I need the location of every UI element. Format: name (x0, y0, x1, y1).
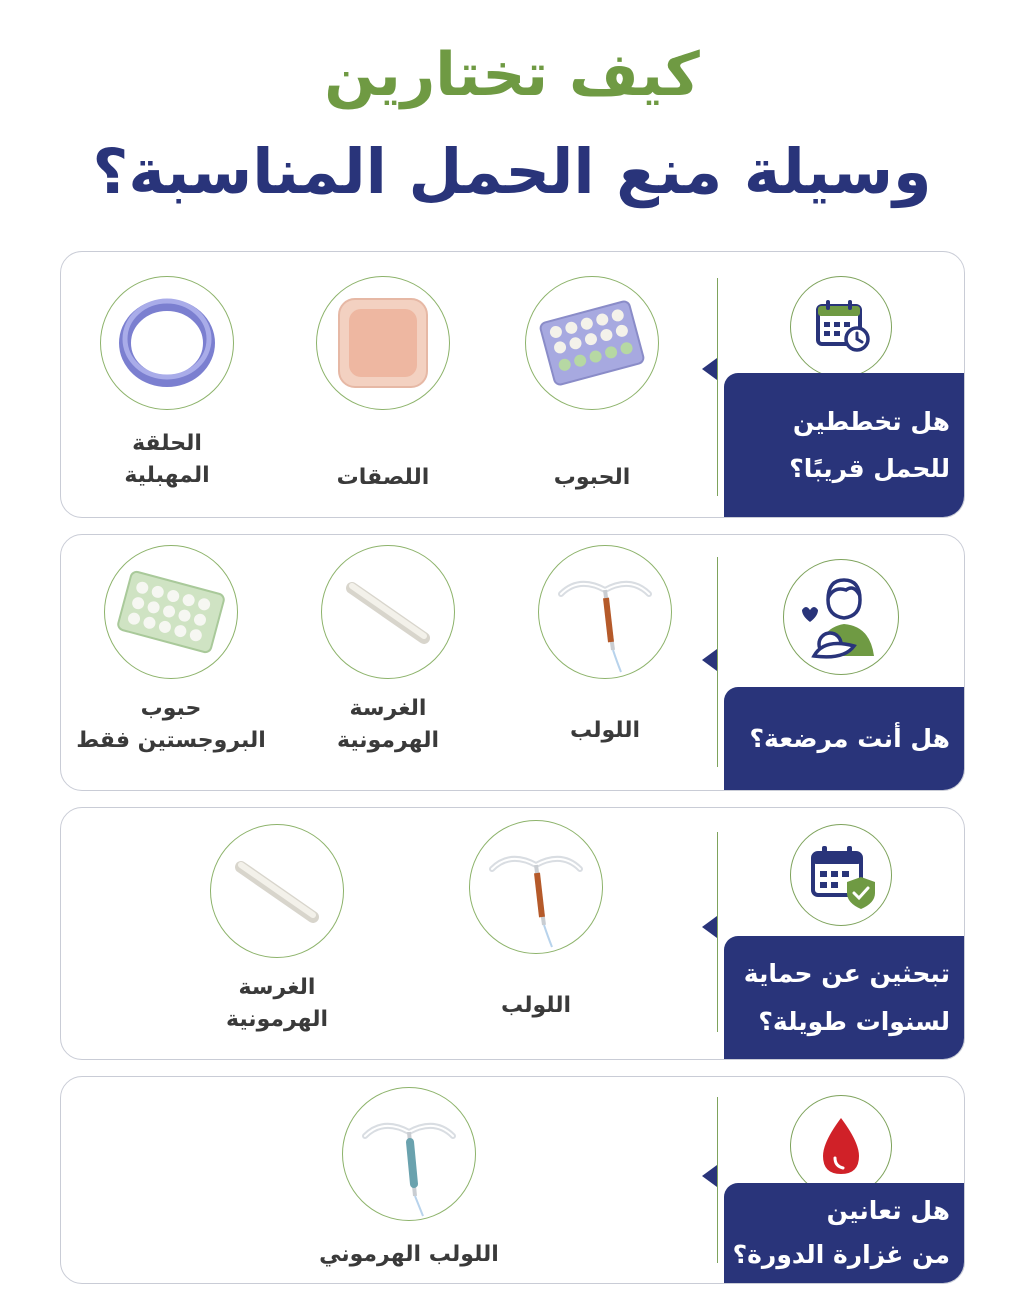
option-progestin-pills (71, 545, 271, 757)
pointer-arrow (702, 1165, 717, 1187)
option-implant (288, 545, 488, 757)
hormonal-iud-icon (342, 1087, 476, 1221)
question-line: هل تخططين (792, 406, 950, 436)
calendar-shield-icon (790, 824, 892, 926)
option-hormonal-iud (299, 1087, 519, 1271)
implant-icon (210, 824, 344, 958)
question-panel (724, 936, 964, 1059)
option-label: الحلقة (132, 431, 202, 456)
question-line: من غزارة الدورة؟ (732, 1240, 950, 1269)
patch-icon (316, 276, 450, 410)
option-label: الهرمونية (336, 728, 439, 753)
question-line: للحمل قريبًا؟ (789, 454, 950, 483)
pointer-arrow (702, 358, 717, 380)
title-line-2: وسيلة منع الحمل المناسبة؟ (92, 135, 932, 208)
question-line: لسنوات طويلة؟ (758, 1006, 950, 1036)
title-line-1: كيف تختارين (324, 40, 700, 110)
option-label: الغرسة (349, 696, 427, 721)
pointer-arrow (702, 916, 717, 938)
copper-iud-icon (469, 820, 603, 954)
option-copper-iud (436, 820, 636, 1022)
pill-pack-icon (525, 276, 659, 410)
row-card-breastfeeding (60, 534, 965, 791)
implant-icon (321, 545, 455, 679)
option-label: اللولب (569, 718, 641, 743)
question-panel (724, 373, 964, 517)
option-label: المهبلية (124, 463, 210, 488)
option-patches (283, 276, 483, 494)
question-line: تبحثين عن حماية (743, 959, 950, 988)
question-line: هل تعانين (826, 1196, 950, 1226)
option-label: حبوب (140, 696, 202, 721)
option-implant (177, 824, 377, 1036)
option-label: الهرمونية (225, 1007, 328, 1032)
option-label: اللصقات (336, 465, 430, 490)
row-card-long-term-protection (60, 807, 965, 1060)
option-label: الحبوب (553, 465, 631, 490)
option-pills (492, 276, 692, 494)
option-label: اللولب الهرموني (319, 1242, 499, 1267)
breastfeeding-mother-icon (783, 559, 899, 675)
row-card-planning-pregnancy (60, 251, 965, 518)
question-line: هل أنت مرضعة؟ (749, 723, 950, 753)
vaginal-ring-icon (100, 276, 234, 410)
row-divider (717, 278, 719, 496)
copper-iud-icon (538, 545, 672, 679)
progestin-pill-pack-icon (104, 545, 238, 679)
calendar-clock-icon (790, 276, 892, 378)
option-copper-iud (505, 545, 705, 747)
question-panel (724, 1183, 964, 1283)
option-vaginal-ring (67, 276, 267, 492)
blood-drop-icon (790, 1095, 892, 1197)
option-label: البروجستين فقط (76, 728, 266, 753)
question-panel (724, 687, 964, 790)
row-card-heavy-periods (60, 1076, 965, 1284)
option-label: الغرسة (238, 975, 316, 1000)
option-label: اللولب (500, 993, 572, 1018)
